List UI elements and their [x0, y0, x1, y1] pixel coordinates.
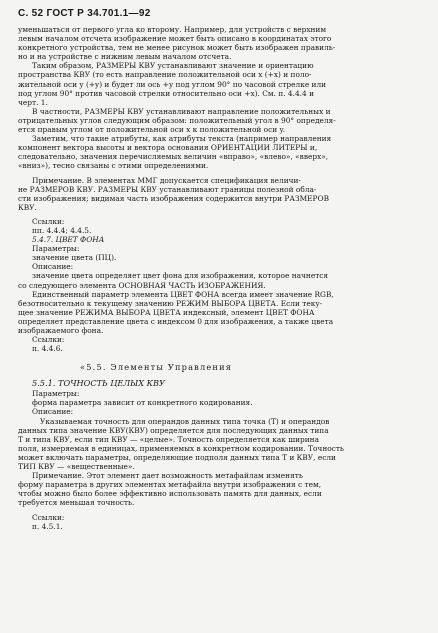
text-line: Заметим, что такие атрибуты, как атрибуты текста (например направления	[32, 134, 332, 144]
paragraph-block-547	[18, 244, 426, 335]
references-label: Ссылки:	[32, 216, 65, 226]
text-line: Параметры:	[32, 244, 80, 254]
text-line: В частности, РАЗМЕРЫ КВУ устанавливают направление положительных и	[32, 106, 331, 116]
text-line: поля, измеряемая в единицах, применяемых в конкретном кодировании. Точность	[18, 443, 344, 453]
note-line: форму параметра в других элементах метафайла внутри изображения с тем,	[18, 480, 322, 490]
text-line: Т и типа КВУ, если тип КВУ — «целые». Точность определяется как ширина	[18, 434, 320, 444]
text-line: значение цвета определяет цвет фона для изображения, которое начнется	[32, 271, 329, 281]
text-line: ТИП КВУ — «вещественные».	[18, 462, 135, 472]
text-line: изображаемого фона.	[18, 326, 104, 335]
text-line: может включать параметры, определяющие подполя данных типа Т и КВУ, если	[18, 452, 336, 462]
text-line: Единственный параметр элемента ЦВЕТ ФОНА всегда имеет значение RGB,	[32, 289, 334, 299]
text-line: левым началом отсчета изображение может быть описано в координатах этого	[18, 34, 332, 44]
references-label: Ссылки:	[32, 512, 65, 522]
text-line: конкретного устройства, тем не менее рисунок может быть изображен правиль-	[18, 43, 336, 53]
note-line: требуется меньшая точность.	[18, 498, 135, 508]
text-line: форма параметра зависит от конкретного кодирования.	[32, 398, 253, 408]
text-line: Параметры:	[32, 389, 80, 399]
paragraph-block-551	[18, 389, 426, 507]
references-label: Ссылки:	[32, 335, 65, 345]
text-line: Описание:	[32, 407, 74, 417]
text-line: ется правым углом от положительной оси x к положительной оси y.	[18, 125, 286, 135]
references-value: п. 4.5.1.	[32, 521, 63, 531]
references-value: п. 4.4.6.	[32, 344, 63, 354]
text-line: «вниз»), тесно связаны с этими определениями.	[18, 161, 209, 171]
text-line: Описание:	[32, 262, 74, 272]
text-line: следовательно, значения перечисляемых величин «вправо», «влево», «вверх»,	[18, 152, 329, 162]
text-line: данных типа значение КВУ(КВУ) определяется для последующих данных типа	[18, 425, 329, 435]
text-line: но и на устройстве с нижним левым началом отсчета.	[18, 52, 232, 62]
note-line: КВУ.	[18, 202, 37, 212]
text-line: черт. 1.	[18, 97, 48, 107]
text-line: со следующего элемента ОСНОВНАЯ ЧАСТЬ ИЗОБРАЖЕНИЯ.	[18, 280, 266, 290]
note-line: Примечание. Этот элемент дает возможность метафайлам изменять	[32, 471, 303, 481]
subsection-title-5-5-1: 5.5.1. ТОЧНОСТЬ ЦЕЛЫХ КВУ	[32, 378, 165, 389]
text-line: жительной оси y (+y) и будет ли ось +y под углом 90° по часовой стрелке или	[18, 79, 327, 89]
subsection-title-5-4-7: 5.4.7. ЦВЕТ ФОНА	[32, 235, 105, 245]
text-line: уменьшаться от первого угла ко второму. Например, для устройств с верхним	[18, 25, 327, 34]
text-line: отрицательных углов следующим образом: положительный угол в 90° определя-	[18, 115, 336, 125]
note-line: Примечание. В элементах ММГ допускается спецификация величи-	[32, 175, 301, 185]
text-line: значение цвета (ПЦ).	[32, 253, 117, 263]
text-line: безотносительно к текущему значению РЕЖИМ ВЫБОРА ЦВЕТА. Если теку-	[18, 298, 323, 308]
note-line: сти изображения; видимая часть изображения содержится внутри РАЗМЕРОВ	[18, 193, 330, 203]
text-line: Таким образом, РАЗМЕРЫ КВУ устанавливают значение и ориентацию	[32, 61, 314, 71]
page-header: С. 52 ГОСТ Р 34.701.1—92	[18, 8, 151, 19]
note-line: чтобы можно было более эффективно использовать память для данных, если	[18, 489, 322, 499]
text-line: пространства КВУ (то есть направление положительной оси x (+x) и поло-	[18, 70, 312, 80]
text-line: щее значение РЕЖИМА ВЫБОРА ЦВЕТА индексный, элемент ЦВЕТ ФОНА	[18, 307, 315, 317]
paragraph-block-1	[18, 25, 426, 212]
text-line: под углом 90° против часовой стрелки относительно оси +x). См. п. 4.4.4 и	[18, 88, 315, 98]
text-line: Указываемая точность для операндов данных типа точка (Т) и операндов	[40, 416, 330, 426]
text-line: компонент вектора высоты и вектора основания ОРИЕНТАЦИИ ЛИТЕРЫ и,	[18, 143, 318, 153]
section-title-5-5: «5.5. Элементы Управления	[80, 362, 233, 373]
text-line: определяет представление цвета с индексом 0 для изображения, а также цвета	[18, 316, 334, 326]
references-value: пп. 4.4.4; 4.4.5.	[32, 225, 92, 235]
note-line: не РАЗМЕРОВ КВУ. РАЗМЕРЫ КВУ устанавливают границы полезной обла-	[18, 184, 317, 194]
